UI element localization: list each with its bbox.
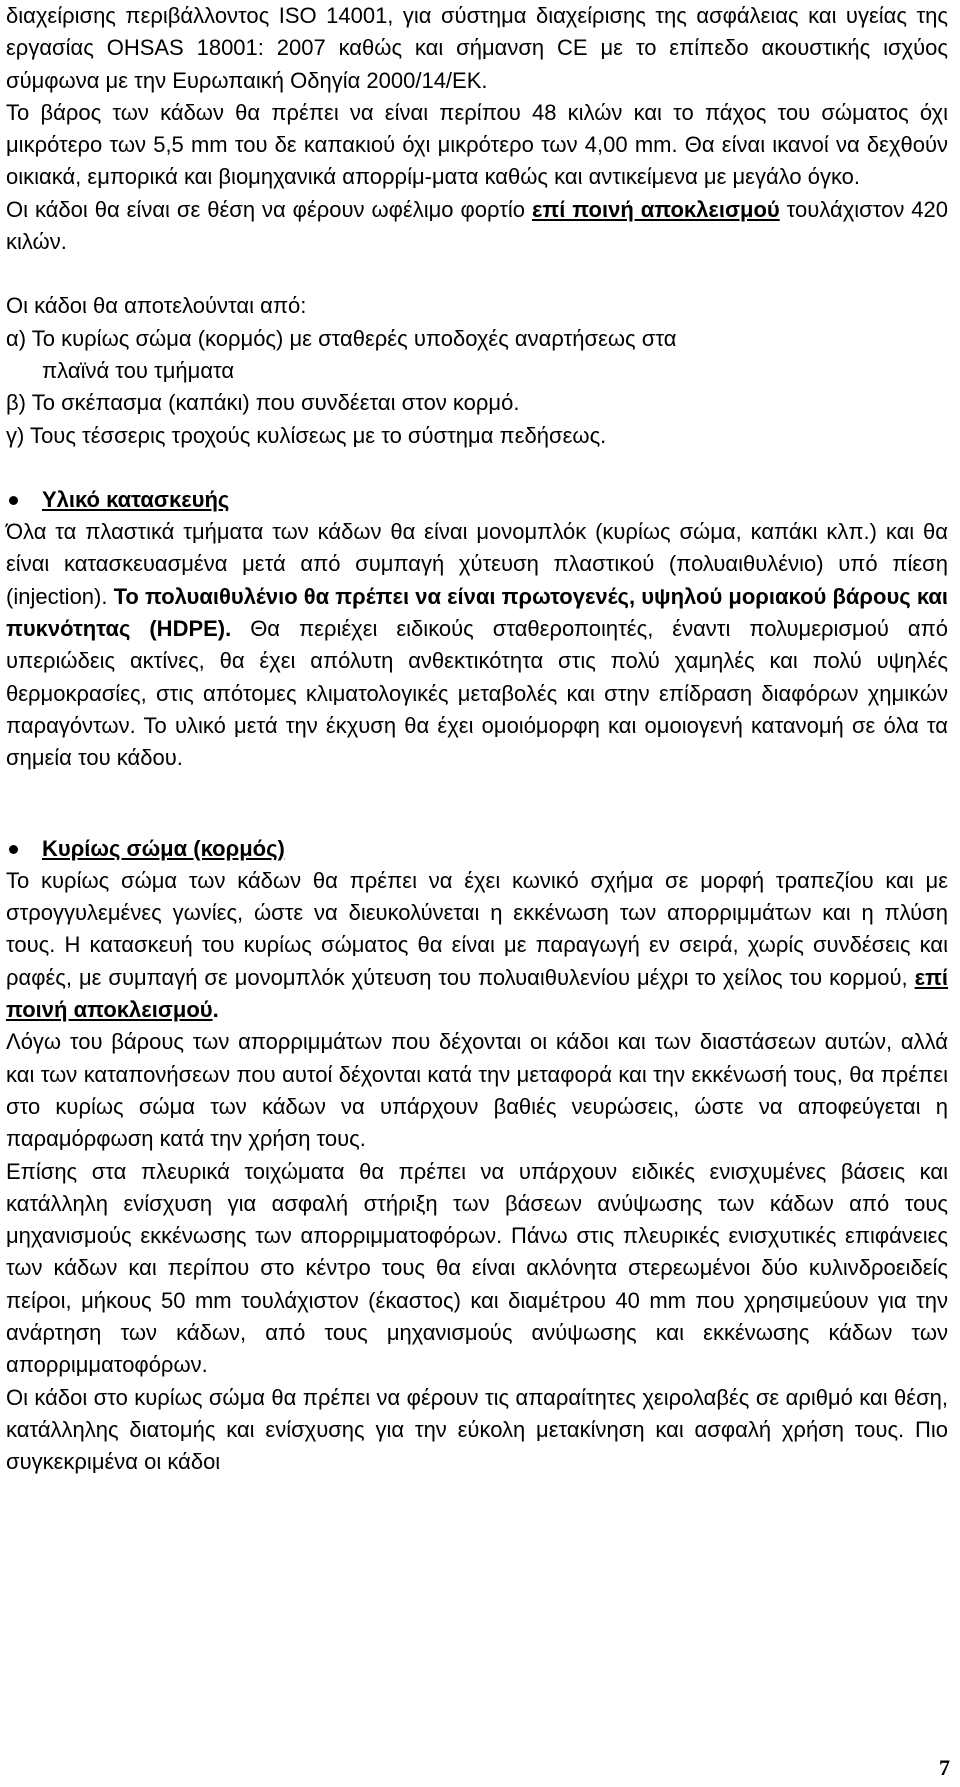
body-p1-dot: . <box>212 997 219 1023</box>
parts-item-b: β) Το σκέπασμα (καπάκι) που συνδέεται στον κορμό. <box>6 390 520 416</box>
parts-item-a-line-2: πλαϊνά του τμήματα <box>42 357 235 383</box>
body-p1-text: Το κυρίως σώμα των κάδων θα πρέπει να έχει κωνικό σχήμα σε μορφή τραπεζίου και με στρογγυλεμένες γωνίες, ώστε να διευκολύνεται η εκκένωση των απορριμμάτων και η πλύση τους. Η κατασκευή του κυρίως σώματος θα είναι με παραγωγή εν σειρά, χωρίς συνδέσεις και ραφές, με συμπαγή σε μονομπλόκ χύτευση του πολυαιθυλενίου μέχρι το χείλος του κορμού, <box>6 867 948 990</box>
bullet-icon <box>9 496 18 505</box>
body-paragraph-2: Λόγω του βάρους των απορριμμάτων που δέχονται οι κάδοι και των διαστάσεων αυτών, αλλά και των καταπονήσεων που αυτοί δέχονται κατά την μεταφορά και την εκκένωσή τους, θα πρέπει στο κυρίως σώμα των κάδων να υπάρχουν βαθιές νευρώσεις, ώστε να αποφεύγεται η παραμόρφωση κατά την χρήση τους. <box>6 1029 948 1152</box>
intro-p3-text-b: τουλάχιστον 420 κιλών. <box>6 196 948 255</box>
body-paragraph-4: Οι κάδοι στο κυρίως σώμα θα πρέπει να φέρουν τις απαραίτητες χειρολαβές σε αριθμό και θέση, κατάλληλης διατομής και ενίσχυσης για την εύκολη μετακίνηση και ασφαλή χρήση τους. Πιο συγκεκριμένα οι κάδοι <box>6 1384 948 1475</box>
intro-p3-text-a: Οι κάδοι θα είναι σε θέση να φέρουν ωφέλιμο φορτίο <box>6 196 532 222</box>
intro-paragraph-1: διαχείρισης περιβάλλοντος ISO 14001, για σύστημα διαχείρισης της ασφάλειας και υγείας της εργασίας OHSAS 18001: 2007 καθώς και σήμανση CE με το επίπεδο ακουστικής ισχύος σύμφωνα με την Ευρωπαική Οδηγία 2000/14/ΕΚ. <box>6 3 948 93</box>
body-paragraph-1 <box>6 865 948 1026</box>
parts-heading: Οι κάδοι θα αποτελούνται από: <box>6 293 307 319</box>
body-section-title-row <box>6 833 948 865</box>
material-paragraph <box>6 516 948 774</box>
intro-paragraph-2: Το βάρος των κάδων θα πρέπει να είναι περίπου 48 κιλών και το πάχος του σώματος όχι μικρότερο των 5,5 mm του δε καπακιού όχι μικρότερο των 4,00 mm. Θα είναι ικανοί να δεχθούν οικιακά, εμπορικά και βιομηχανικά απορρίμ-ματα καθώς και αντικείμενα με μεγάλο όγκο. <box>6 99 948 190</box>
intro-p3-emphasis: επί ποινή αποκλεισμού <box>531 196 780 222</box>
body-paragraph-3: Επίσης στα πλευρικά τοιχώματα θα πρέπει να υπάρχουν ειδικές ενισχυμένες βάσεις και κατάλληλη ενίσχυση για ασφαλή στήριξη των βάσεων ανύψωσης των κάδων από τους μηχανισμούς εκκένωσης των απορριμματοφόρων. Πάνω στις πλευρικές ενισχυτικές επιφάνειες των κάδων και περίπου στο κέντρο τους θα είναι ακλόνητα στερεωμένοι δύο κυλινδροειδείς πείροι, μήκους 50 mm τουλάχιστον (έκαστος) και διαμέτρου 40 mm που χρησιμεύουν για την ανάρτηση των κάδων, από τους μηχανισμούς ανύψωσης και εκκένωσης κάδων των απορριμματοφόρων. <box>6 1158 948 1378</box>
material-section-title-row <box>6 484 948 516</box>
parts-item-c: γ) Τους τέσσερις τροχούς κυλίσεως με το σύστημα πεδήσεως. <box>6 422 607 448</box>
body-p1-emphasis: επί ποινή αποκλεισμού <box>6 964 948 1023</box>
body-section-title: Κυρίως σώμα (κορμός) <box>42 835 285 861</box>
material-section-title: Υλικό κατασκευής <box>42 486 230 512</box>
page-number: 7 <box>939 1755 950 1780</box>
intro-paragraph-3 <box>6 194 948 259</box>
parts-item-a-line-1: α) Το κυρίως σώμα (κορμός) με σταθερές υποδοχές αναρτήσεως στα <box>6 325 677 351</box>
material-text-bold: Το πολυαιθυλένιο θα πρέπει να είναι πρωτογενές, υψηλού μοριακού βάρους και πυκνότητας (HDPE). <box>6 583 948 642</box>
material-text-1: Όλα τα πλαστικά τμήματα των κάδων θα είναι μονομπλόκ (κυρίως σώμα, καπάκι κλπ.) και θα είναι κατασκευασμένα μετά από συμπαγή χύτευση πλαστικού (πολυαιθυλένιο) υπό πίεση (injection). <box>6 519 948 609</box>
document-page <box>6 0 948 1478</box>
material-text-2: Θα περιέχει ειδικούς σταθεροποιητές, έναντι πολυμερισμού από υπεριώδεις ακτίνες, θα έχει απόλυτη ανθεκτικότητα στις πολύ χαμηλές και πολύ υψηλές θερμοκρασίες, στις απότομες κλιματολογικές μεταβολές και στην επίδραση διαφόρων χημικών παραγόντων. Το υλικό μετά την έκχυση θα έχει ομοιόμορφη και ομοιογενή κατανομή σε όλα τα σημεία του κάδου. <box>6 616 949 771</box>
bullet-icon <box>9 845 18 854</box>
